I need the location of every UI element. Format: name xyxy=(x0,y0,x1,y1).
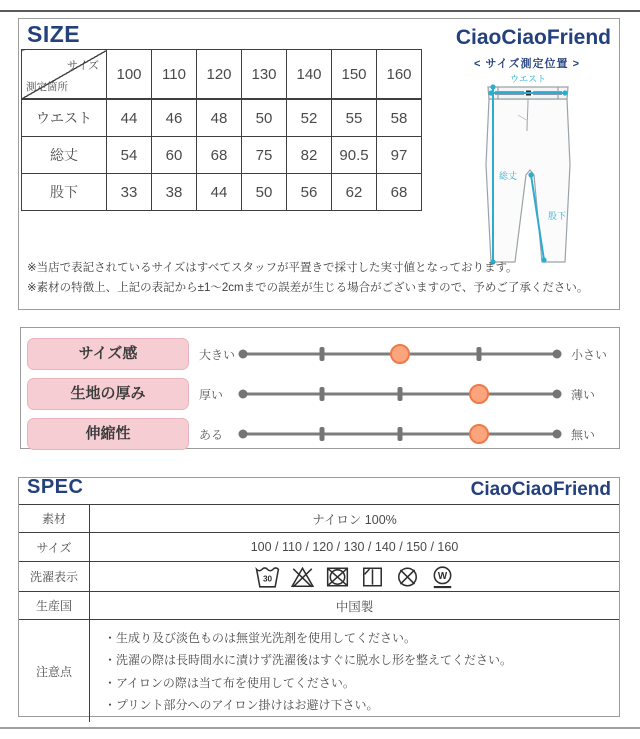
scale-end-dot xyxy=(239,390,248,399)
wet-clean-professional-icon xyxy=(429,565,456,589)
scale-left-label: 厚い xyxy=(199,387,224,402)
spec-section-title: SPEC xyxy=(27,476,84,498)
machine-wash-30-icon xyxy=(254,565,281,589)
size-column-header: 160 xyxy=(377,50,422,100)
svg-text:30: 30 xyxy=(262,573,272,583)
feel-scale xyxy=(243,421,557,447)
feel-label-badge: サイズ感 xyxy=(27,338,189,370)
size-column-header: 140 xyxy=(287,50,332,100)
spec-row-cautions xyxy=(19,619,619,722)
line-dry-in-shade-icon xyxy=(359,565,386,589)
scale-end-dot xyxy=(239,430,248,439)
scale-end-dot xyxy=(553,430,562,439)
table-row-inseam xyxy=(22,174,422,211)
cell: 44 xyxy=(107,99,152,137)
feel-row-size-feel xyxy=(21,334,619,374)
feel-scale xyxy=(243,381,557,407)
scale-tick xyxy=(319,387,324,401)
size-table-corner-cell xyxy=(22,50,107,100)
scale-marker xyxy=(469,384,489,404)
cell: 46 xyxy=(152,99,197,137)
scale-tick xyxy=(476,347,481,361)
cell: 44 xyxy=(197,174,242,211)
size-column-header: 100 xyxy=(107,50,152,100)
feel-label-badge: 伸縮性 xyxy=(27,418,189,450)
corner-label-size: サイズ xyxy=(66,60,99,72)
size-table xyxy=(21,49,422,211)
size-section xyxy=(18,18,620,310)
cell: 56 xyxy=(287,174,332,211)
cell: 90.5 xyxy=(332,137,377,174)
spec-row-value: 中国製 xyxy=(335,599,374,614)
scale-right-label: 無い xyxy=(571,427,596,442)
spec-header xyxy=(19,478,619,504)
spec-row-label: 洗濯表示 xyxy=(19,562,90,591)
cell: 60 xyxy=(152,137,197,174)
feel-scale xyxy=(243,341,557,367)
spec-row-country xyxy=(19,591,619,619)
cell: 52 xyxy=(287,99,332,137)
spec-row-label: 生産国 xyxy=(19,592,90,619)
cell: 75 xyxy=(242,137,287,174)
size-note-line: ※当店で表記されているサイズはすべてスタッフが平置きで採寸した実寸値となっております。 xyxy=(27,261,518,274)
size-note-line: ※素材の特徴上、上記の表記から±1～2cmまでの誤差が生じる場合がございますので、予めご了承ください。 xyxy=(27,282,589,295)
spec-row-value: 100 / 110 / 120 / 130 / 140 / 150 / 160 xyxy=(250,540,459,554)
spec-section xyxy=(18,477,620,717)
care-symbols xyxy=(90,562,619,591)
size-section-title: SIZE xyxy=(27,21,81,47)
cell: 38 xyxy=(152,174,197,211)
cell: 50 xyxy=(242,174,287,211)
caution-item: ・プリント部分へのアイロン掛けはお避け下さい。 xyxy=(104,698,379,713)
scale-right-label: 薄い xyxy=(571,387,596,402)
bottom-divider xyxy=(0,727,640,729)
spec-row-value: ナイロン 100% xyxy=(312,512,397,527)
spec-row-label: 注意点 xyxy=(19,620,90,722)
scale-tick xyxy=(398,427,403,441)
scale-end-dot xyxy=(553,390,562,399)
measurement-diagram xyxy=(439,55,615,276)
table-row-waist xyxy=(22,99,422,137)
do-not-bleach-icon xyxy=(289,565,316,589)
cell: 68 xyxy=(377,174,422,211)
size-notes xyxy=(27,258,588,299)
spec-row-size xyxy=(19,532,619,561)
cell: 33 xyxy=(107,174,152,211)
diagram-title: < サイズ測定位置 > xyxy=(473,58,581,70)
total-length-label: 総丈 xyxy=(499,171,518,181)
row-label: 股下 xyxy=(22,174,107,211)
scale-left-label: 大きい xyxy=(199,347,236,362)
cell: 48 xyxy=(197,99,242,137)
cell: 82 xyxy=(287,137,332,174)
svg-text:W: W xyxy=(437,570,447,582)
spec-row-label: サイズ xyxy=(19,533,90,561)
size-table-header-row xyxy=(22,50,422,100)
size-column-header: 110 xyxy=(152,50,197,100)
table-row-total-length xyxy=(22,137,422,174)
scale-end-dot xyxy=(553,350,562,359)
feel-row-fabric-thickness xyxy=(21,374,619,414)
size-column-header: 130 xyxy=(242,50,287,100)
caution-item: ・洗濯の際は長時間水に漬けず洗濯後はすぐに脱水し形を整えてください。 xyxy=(104,653,513,668)
scale-left-label: ある xyxy=(199,427,224,442)
spec-row-care xyxy=(19,561,619,591)
scale-marker xyxy=(469,424,489,444)
brand-name: CiaoCiaoFriend xyxy=(455,26,611,49)
brand-name: CiaoCiaoFriend xyxy=(470,479,611,500)
caution-list xyxy=(90,620,619,722)
feel-label-badge: 生地の厚み xyxy=(27,378,189,410)
scale-end-dot xyxy=(239,350,248,359)
cell: 97 xyxy=(377,137,422,174)
scale-marker xyxy=(390,344,410,364)
row-label: ウエスト xyxy=(22,99,107,137)
pants-diagram-image xyxy=(452,73,602,271)
cell: 55 xyxy=(332,99,377,137)
cell: 62 xyxy=(332,174,377,211)
scale-tick xyxy=(319,347,324,361)
fit-feel-section xyxy=(20,327,620,449)
cell: 68 xyxy=(197,137,242,174)
corner-label-measure-point: 測定箇所 xyxy=(26,81,68,93)
spec-row-label: 素材 xyxy=(19,505,90,532)
cell: 50 xyxy=(242,99,287,137)
scale-tick xyxy=(319,427,324,441)
caution-item: ・アイロンの際は当て布を使用してください。 xyxy=(104,675,355,690)
size-column-header: 150 xyxy=(332,50,377,100)
row-label: 総丈 xyxy=(22,137,107,174)
caution-item: ・生成り及び淡色ものは無蛍光洗剤を使用してください。 xyxy=(104,630,417,645)
top-divider xyxy=(0,10,640,12)
cell: 54 xyxy=(107,137,152,174)
do-not-tumble-dry-icon xyxy=(324,565,351,589)
feel-row-stretch xyxy=(21,414,619,454)
scale-right-label: 小さい xyxy=(571,347,608,362)
cell: 58 xyxy=(377,99,422,137)
inseam-label: 股下 xyxy=(548,211,567,221)
do-not-dry-clean-icon xyxy=(394,565,421,589)
size-column-header: 120 xyxy=(197,50,242,100)
scale-tick xyxy=(398,387,403,401)
spec-row-material xyxy=(19,504,619,532)
waist-label: ウエスト xyxy=(509,74,547,84)
